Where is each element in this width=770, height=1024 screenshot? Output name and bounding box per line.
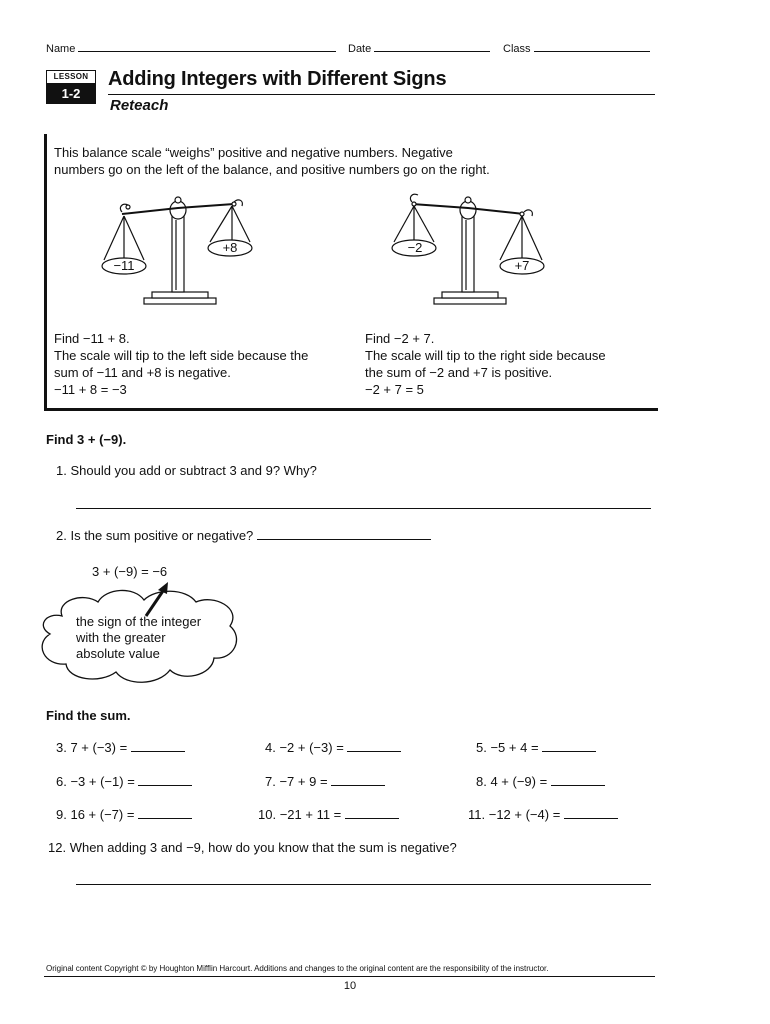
example-2: [365, 330, 650, 398]
exercise-number: 5.: [476, 740, 487, 755]
worked-equation: 3 + (−9) = −6: [92, 564, 168, 579]
name-blank[interactable]: [78, 40, 336, 52]
example-1-line-1: The scale will tip to the left side because the: [54, 348, 309, 363]
example-2-line-2: the sum of −2 and +7 is positive.: [365, 365, 553, 380]
class-label: Class: [503, 43, 531, 55]
exercise-number: 11.: [468, 807, 486, 822]
answer-line-1[interactable]: [76, 508, 651, 509]
exercise-answer-blank[interactable]: [564, 806, 618, 819]
exercise-expression: −21 + 11 =: [279, 807, 342, 822]
example-2-result: −2 + 7 = 5: [365, 382, 424, 397]
callout-line-1: the sign of the integer: [76, 614, 202, 629]
class-blank[interactable]: [534, 40, 650, 52]
page-number: 10: [343, 980, 357, 992]
question-12-text: When adding 3 and −9, how do you know that the sum is negative?: [69, 840, 457, 855]
exercise-answer-blank[interactable]: [347, 739, 401, 752]
exercise-6: [56, 773, 192, 790]
date-field[interactable]: [348, 40, 490, 55]
exercise-answer-blank[interactable]: [138, 773, 192, 786]
example-1: [54, 330, 349, 398]
exercise-answer-blank[interactable]: [551, 773, 605, 786]
exercise-answer-blank[interactable]: [131, 739, 185, 752]
scale-2-left-pan-label: −2: [407, 240, 423, 255]
exercise-number: 3.: [56, 740, 67, 755]
find-sum-heading: Find the sum.: [46, 708, 131, 723]
exercise-expression: 16 + (−7) =: [70, 807, 135, 822]
name-label: Name: [46, 43, 76, 55]
exercise-number: 7.: [265, 774, 276, 789]
exercise-9: [56, 806, 192, 823]
question-12: [48, 839, 457, 856]
class-field[interactable]: [503, 40, 650, 55]
exercise-answer-blank[interactable]: [345, 806, 399, 819]
exercise-answer-blank[interactable]: [331, 773, 385, 786]
name-field[interactable]: [46, 40, 336, 55]
exercise-11: [468, 806, 618, 823]
exercise-10: [258, 806, 399, 823]
answer-blank-2[interactable]: [257, 527, 431, 540]
scale-1-right-pan-label: +8: [222, 240, 238, 255]
date-label: Date: [348, 43, 372, 55]
exercise-answer-blank[interactable]: [542, 739, 596, 752]
question-1: [56, 462, 317, 479]
exercise-7: [265, 773, 385, 790]
find-prompt: Find 3 + (−9).: [46, 432, 127, 447]
example-2-line-1: The scale will tip to the right side because: [365, 348, 606, 363]
question-2: [56, 527, 431, 544]
exercise-expression: −5 + 4 =: [490, 740, 539, 755]
example-1-result: −11 + 8 = −3: [54, 382, 127, 397]
exercise-number: 10.: [258, 807, 277, 822]
scale-1-left-pan-label: −11: [113, 258, 135, 273]
example-1-line-2: sum of −11 and +8 is negative.: [54, 365, 231, 380]
lesson-badge: [46, 70, 96, 104]
date-blank[interactable]: [374, 40, 490, 52]
page-title: Adding Integers with Different Signs: [108, 68, 447, 90]
exercise-8: [476, 773, 605, 790]
intro-line-2: numbers go on the left of the balance, and positive numbers go on the right.: [54, 162, 490, 177]
intro-text: [54, 144, 490, 178]
exercise-expression: −7 + 9 =: [279, 774, 328, 789]
lesson-word: LESSON: [46, 70, 96, 84]
page-subtitle: Reteach: [110, 97, 169, 114]
footer-divider: [44, 976, 655, 977]
exercise-expression: −3 + (−1) =: [70, 774, 135, 789]
question-1-text: Should you add or subtract 3 and 9? Why?: [70, 463, 317, 478]
exercise-expression: 7 + (−3) =: [70, 740, 128, 755]
exercise-expression: 4 + (−9) =: [490, 774, 548, 789]
exercise-number: 9.: [56, 807, 67, 822]
exercise-expression: −2 + (−3) =: [279, 740, 344, 755]
question-2-number: 2.: [56, 528, 67, 543]
callout-text: [76, 614, 226, 662]
exercise-number: 8.: [476, 774, 487, 789]
exercise-answer-blank[interactable]: [138, 806, 192, 819]
exercise-expression: −12 + (−4) =: [488, 807, 561, 822]
example-2-find: Find −2 + 7.: [365, 331, 435, 346]
answer-line-12[interactable]: [76, 884, 651, 885]
intro-line-1: This balance scale “weighs” positive and negative numbers. Negative: [54, 145, 453, 160]
question-1-number: 1.: [56, 463, 67, 478]
callout-line-3: absolute value: [76, 646, 160, 661]
title-divider: [108, 94, 655, 95]
exercise-4: [265, 739, 401, 756]
lesson-number: 1-2: [46, 84, 96, 104]
question-2-text: Is the sum positive or negative?: [70, 528, 254, 543]
exercise-5: [476, 739, 596, 756]
exercise-3: [56, 739, 185, 756]
question-12-number: 12.: [48, 840, 67, 855]
example-1-find: Find −11 + 8.: [54, 331, 130, 346]
scale-2-right-pan-label: +7: [514, 258, 530, 273]
callout-line-2: with the greater: [76, 630, 166, 645]
exercise-number: 6.: [56, 774, 67, 789]
copyright-note: Original content Copyright © by Houghton Mifflin Harcourt. Additions and changes to the original content are the responsibility of the instructor.: [46, 964, 549, 973]
exercise-number: 4.: [265, 740, 276, 755]
